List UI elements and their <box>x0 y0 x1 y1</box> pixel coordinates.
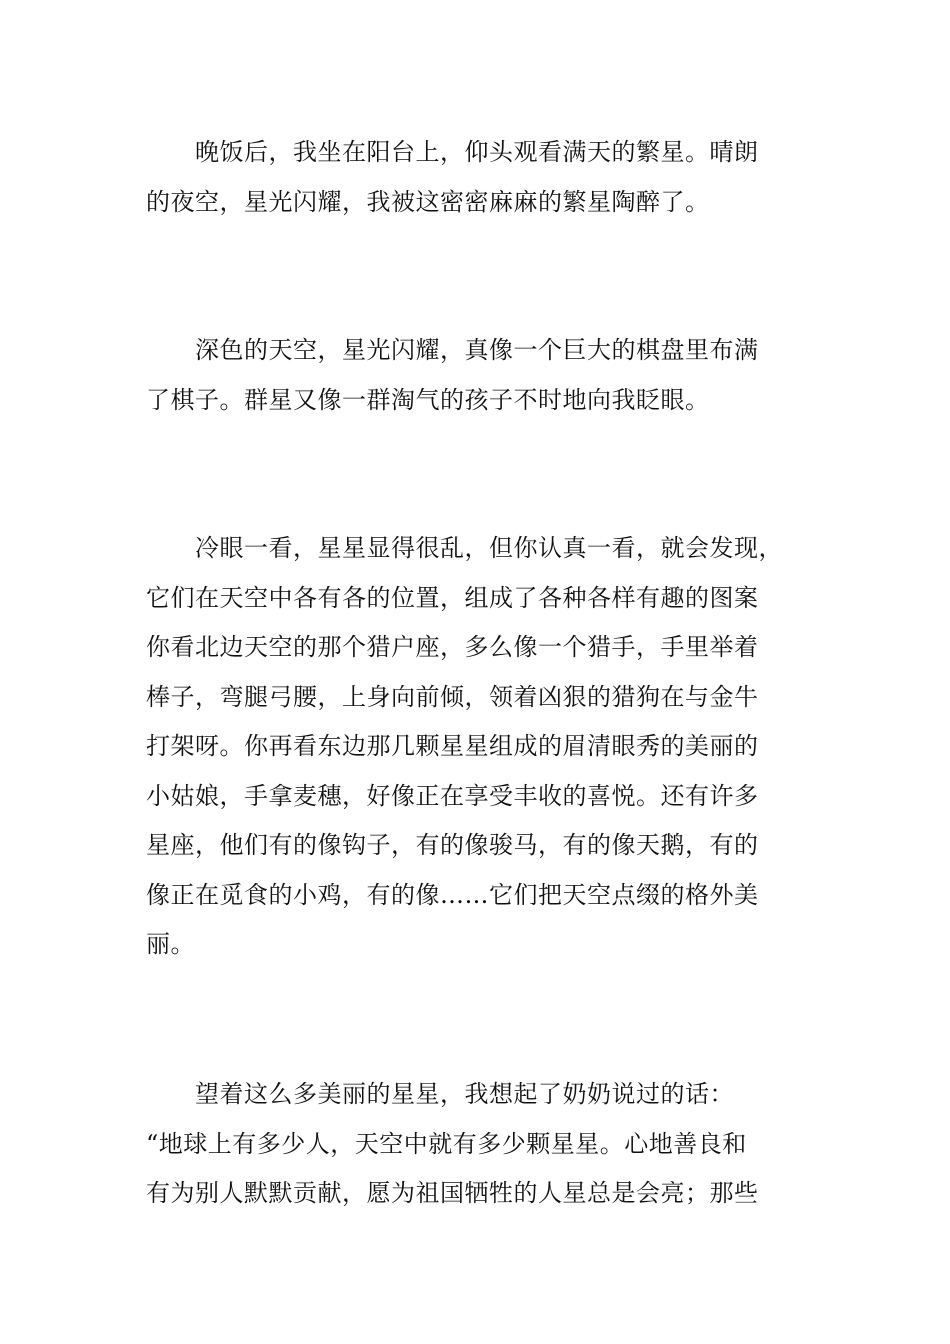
text-line: 丽。 <box>146 930 195 958</box>
paragraph-grandmother-saying <box>146 1070 826 1219</box>
text-line: 它们在天空中各有各的位置，组成了各种各样有趣的图案 <box>146 583 759 612</box>
text-line: 小姑娘，手拿麦穗，好像正在享受丰收的喜悦。还有许多 <box>146 781 759 810</box>
text-line: 星座，他们有的像钩子，有的像骏马，有的像天鹅，有的 <box>146 831 759 859</box>
text-line: 深色的天空，星光闪耀，真像一个巨大的棋盘里布满 <box>146 336 759 364</box>
paragraph-constellations <box>146 524 826 970</box>
paragraph-chessboard-sky <box>146 326 826 425</box>
text-line: 冷眼一看，星星显得很乱，但你认真一看，就会发现， <box>146 534 783 562</box>
text-line: “地球上有多少人，天空中就有多少颗星星。心地善良和 <box>146 1129 747 1158</box>
text-line: 打架呀。你再看东边那几颗星星组成的眉清眼秀的美丽的 <box>146 732 759 760</box>
text-line: 你看北边天空的那个猎户座，多么像一个猎手，手里举着 <box>146 633 759 661</box>
text-line: 了棋子。群星又像一群淘气的孩子不时地向我眨眼。 <box>146 385 710 414</box>
text-line: 望着这么多美丽的星星，我想起了奶奶说过的话： <box>146 1080 734 1108</box>
paragraph-evening-stargazing <box>146 128 826 227</box>
text-line: 有为别人默默贡献，愿为祖国牺牲的人星总是会亮；那些 <box>146 1179 759 1207</box>
text-line: 像正在觅食的小鸡，有的像……它们把天空点缀的格外美 <box>146 880 759 909</box>
text-line: 晚饭后，我坐在阳台上，仰头观看满天的繁星。晴朗 <box>146 138 759 166</box>
text-line: 棒子，弯腿弓腰，上身向前倾，领着凶狠的猎狗在与金牛 <box>146 682 759 711</box>
text-line: 的夜空，星光闪耀，我被这密密麻麻的繁星陶醉了。 <box>146 187 710 216</box>
